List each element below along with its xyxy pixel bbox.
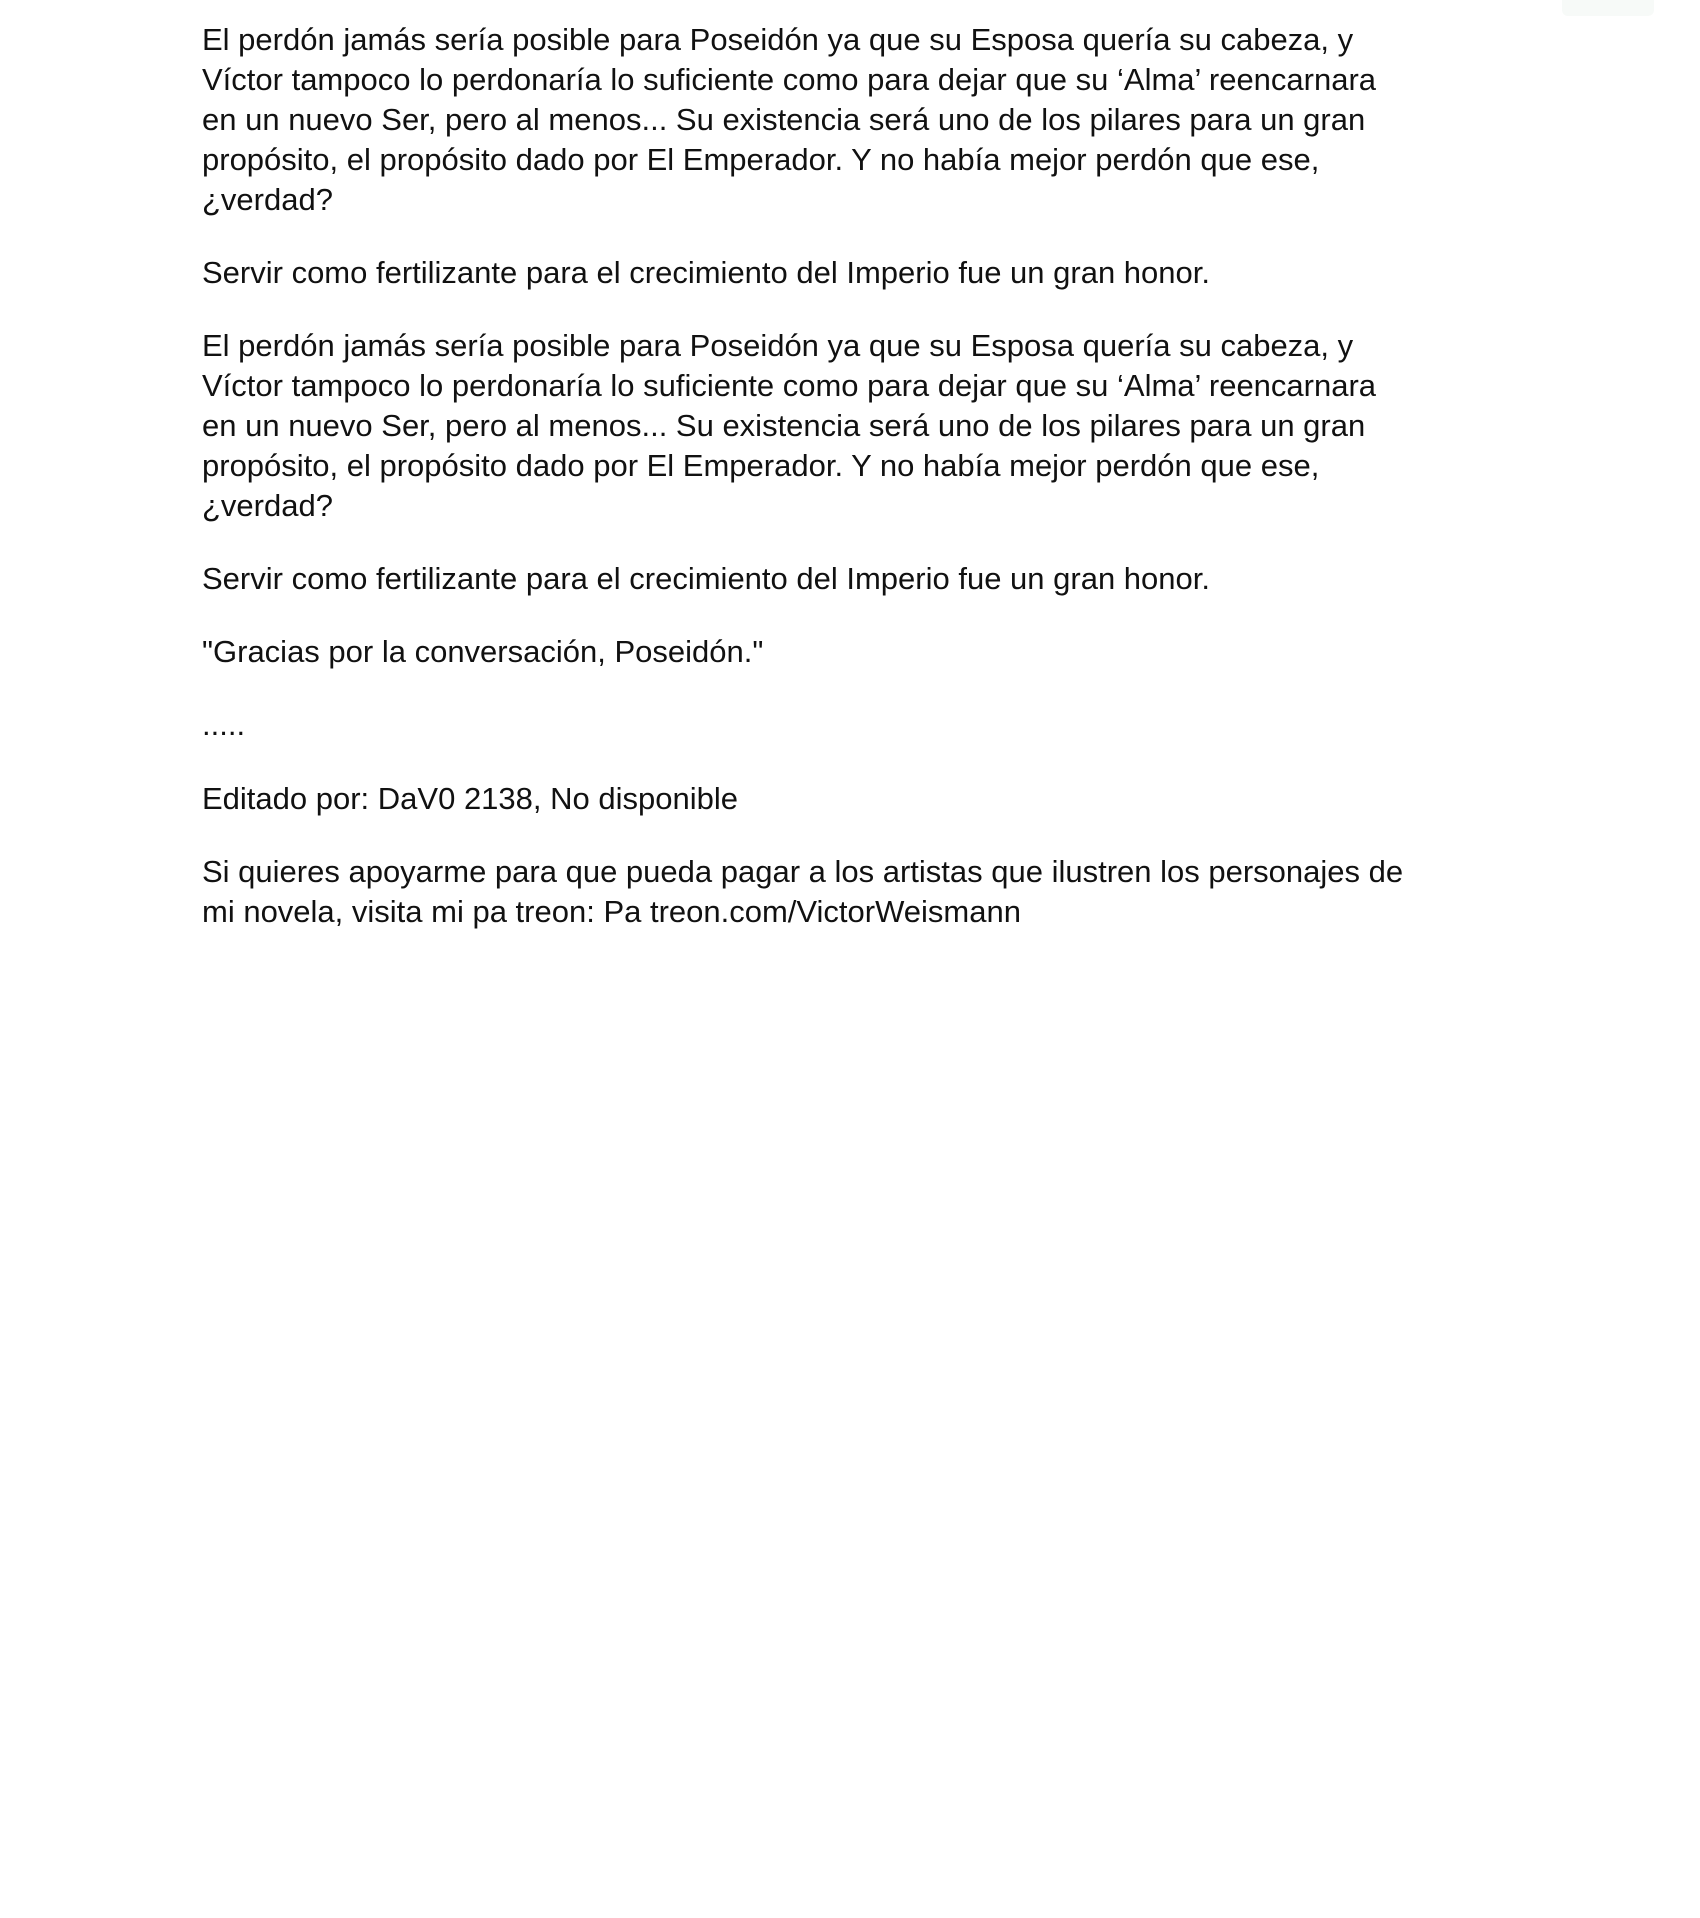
document-body: [202, 20, 1532, 965]
paragraph-dialogue: "Gracias por la conversación, Poseidón.": [202, 634, 764, 669]
paragraph-fertilizer-1: Servir como fertilizante para el crecimiento del Imperio fue un gran honor.: [202, 255, 1210, 290]
paragraph-forgiveness-1: El perdón jamás sería posible para Poseidón ya que su Esposa quería su cabeza, y Víctor tampoco lo perdonaría lo suficiente como para dejar que su ‘Alma’ reencarnara en un nuevo Ser, pero al menos... Su existencia será uno de los pilares para un gran propósito, el propósito dado por El Emperador. Y no había mejor perdón que ese, ¿verdad?: [202, 22, 1377, 217]
paragraph-forgiveness-2: El perdón jamás sería posible para Poseidón ya que su Esposa quería su cabeza, y Víctor tampoco lo perdonaría lo suficiente como para dejar que su ‘Alma’ reencarnara en un nuevo Ser, pero al menos... Su existencia será uno de los pilares para un gran propósito, el propósito dado por El Emperador. Y no había mejor perdón que ese, ¿verdad?: [202, 328, 1377, 523]
support-note: Si quieres apoyarme para que pueda pagar a los artistas que ilustren los personajes de mi novela, visita mi pa treon: Pa treon.com/VictorWeismann: [202, 854, 1404, 929]
paragraph-fertilizer-2: Servir como fertilizante para el crecimiento del Imperio fue un gran honor.: [202, 561, 1210, 596]
page-corner-tab: [1562, 0, 1654, 16]
section-break: .....: [202, 707, 246, 742]
editor-credit: Editado por: DaV0 2138, No disponible: [202, 781, 738, 816]
